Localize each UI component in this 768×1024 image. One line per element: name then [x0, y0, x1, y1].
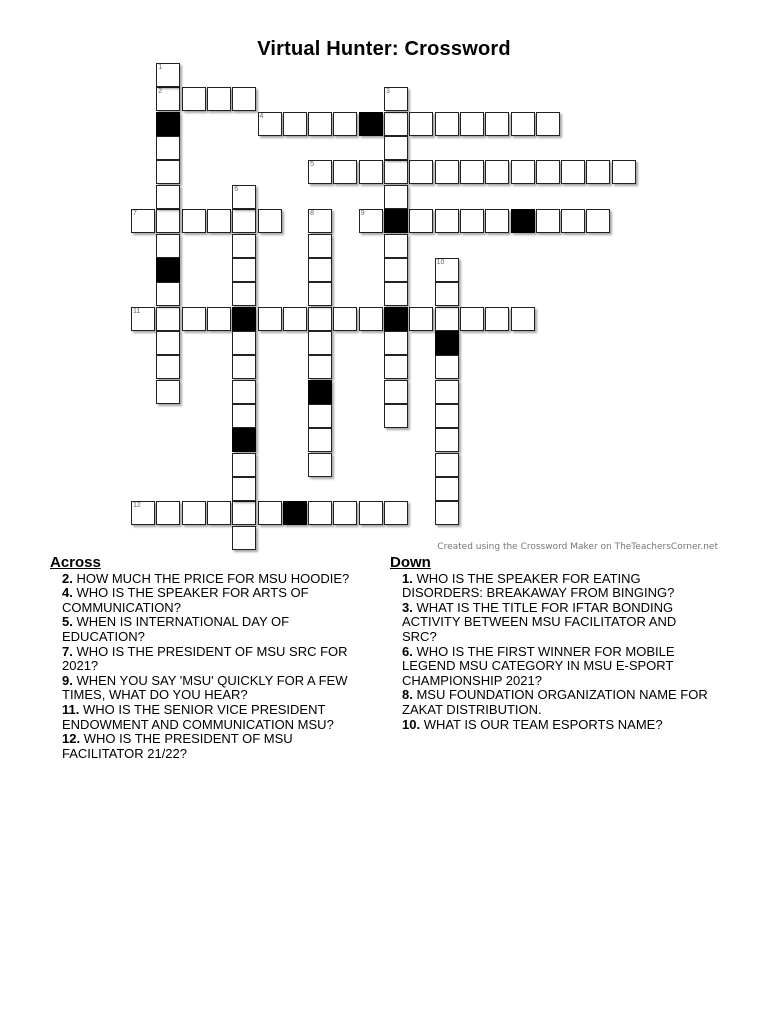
grid-cell-blocked [511, 209, 535, 233]
clue-number-label: 12 [133, 502, 141, 510]
clue-number: 1. [402, 570, 413, 586]
grid-cell[interactable] [511, 307, 535, 331]
grid-cell[interactable] [232, 234, 256, 258]
grid-cell-blocked [156, 258, 180, 282]
clue-item [62, 703, 370, 732]
clue-item [402, 572, 710, 601]
grid-cell[interactable] [359, 501, 383, 525]
grid-cell[interactable] [460, 209, 484, 233]
grid-cell[interactable] [384, 380, 408, 404]
grid-cell[interactable] [308, 234, 332, 258]
across-heading: Across [50, 554, 101, 571]
clue-number-label: 10 [436, 258, 445, 266]
grid-cell[interactable] [460, 112, 484, 136]
grid-cell[interactable] [435, 428, 459, 452]
grid-cell[interactable] [308, 501, 332, 525]
grid-cell[interactable] [232, 258, 256, 282]
grid-cell[interactable] [511, 112, 535, 136]
grid-cell[interactable] [409, 160, 433, 184]
grid-cell[interactable] [308, 112, 332, 136]
clue-number-label: 7 [133, 210, 137, 218]
clue-number: 3. [402, 599, 413, 615]
clue-number: 10. [402, 716, 421, 732]
clue-item [402, 688, 710, 717]
clue-number-label: 2 [158, 88, 163, 96]
grid-cell[interactable] [435, 404, 459, 428]
clue-number: 11. [62, 701, 80, 717]
grid-cell[interactable] [384, 234, 408, 258]
clue-text: WHO IS THE SPEAKER FOR ARTS OF COMMUNICATION? [62, 585, 309, 615]
page-title: Virtual Hunter: Crossword [257, 38, 511, 60]
clue-text: WHO IS THE SPEAKER FOR EATING DISORDERS: BREAKAWAY FROM BINGING? [402, 570, 675, 601]
grid-cell[interactable] [258, 501, 282, 525]
grid-cell[interactable] [232, 526, 256, 550]
grid-cell[interactable] [283, 112, 307, 136]
grid-cell-blocked [435, 331, 459, 355]
grid-cell[interactable] [156, 136, 180, 160]
grid-cell[interactable] [308, 355, 332, 379]
clue-number: 12. [62, 731, 81, 747]
grid-cell-blocked [359, 112, 383, 136]
grid-cell[interactable] [384, 501, 408, 525]
grid-cell[interactable] [283, 307, 307, 331]
grid-cell[interactable] [232, 282, 256, 306]
grid-cell[interactable] [384, 331, 408, 355]
grid-cell[interactable] [232, 380, 256, 404]
clue-number-label: 9 [360, 210, 365, 218]
grid-cell[interactable] [207, 87, 231, 111]
grid-cell[interactable] [384, 112, 408, 136]
clue-text: WHO IS THE PRESIDENT OF MSU FACILITATOR 21/22? [62, 731, 293, 761]
grid-cell[interactable] [435, 453, 459, 477]
grid-cell[interactable] [232, 404, 256, 428]
grid-cell[interactable] [156, 307, 180, 331]
grid-cell[interactable] [156, 234, 180, 258]
clue-number: 2. [62, 570, 73, 586]
grid-cell[interactable] [232, 331, 256, 355]
grid-cell[interactable] [435, 209, 459, 233]
grid-cell[interactable] [435, 477, 459, 501]
grid-cell[interactable] [409, 112, 433, 136]
grid-cell[interactable] [435, 112, 459, 136]
grid-cell[interactable] [460, 307, 484, 331]
grid-cell[interactable] [333, 112, 357, 136]
clue-text: WHAT IS THE TITLE FOR IFTAR BONDING ACTIVITY BETWEEN MSU FACILITATOR AND SRC? [402, 599, 677, 644]
grid-cell[interactable] [460, 160, 484, 184]
grid-cell[interactable] [232, 87, 256, 111]
clue-number: 6. [402, 643, 413, 659]
grid-cell[interactable] [384, 258, 408, 282]
clue-number-label: 6 [234, 185, 239, 193]
grid-cell[interactable] [435, 501, 459, 525]
down-clue-list [390, 572, 710, 733]
grid-cell[interactable] [333, 501, 357, 525]
grid-cell[interactable] [207, 209, 231, 233]
clue-number-label: 11 [133, 307, 141, 315]
across-clues [50, 556, 370, 761]
clue-number-label: 3 [386, 88, 390, 96]
grid-cell[interactable] [333, 160, 357, 184]
clue-number-label: 8 [310, 210, 314, 218]
grid-cell[interactable] [586, 160, 610, 184]
grid-cell[interactable] [207, 501, 231, 525]
grid-cell[interactable] [409, 209, 433, 233]
down-clues [390, 556, 710, 732]
grid-cell[interactable] [156, 331, 180, 355]
grid-cell[interactable] [258, 307, 282, 331]
grid-cell[interactable] [308, 453, 332, 477]
grid-cell[interactable] [384, 136, 408, 160]
grid-cell[interactable] [435, 160, 459, 184]
grid-cell[interactable] [485, 307, 509, 331]
clue-text: WHO IS THE PRESIDENT OF MSU SRC FOR 2021? [62, 643, 348, 674]
grid-cell[interactable] [536, 209, 560, 233]
grid-cell[interactable] [485, 112, 509, 136]
grid-cell[interactable] [182, 209, 206, 233]
grid-cell-blocked [232, 428, 256, 452]
grid-cell[interactable] [232, 501, 256, 525]
grid-cell[interactable] [182, 87, 206, 111]
grid-cell-blocked [308, 380, 332, 404]
grid-cell[interactable] [156, 355, 180, 379]
grid-cell[interactable] [359, 160, 383, 184]
clue-item [62, 572, 370, 587]
grid-cell[interactable] [561, 160, 585, 184]
grid-cell[interactable] [435, 307, 459, 331]
grid-cell[interactable] [511, 160, 535, 184]
grid-cell[interactable] [359, 307, 383, 331]
clue-text: HOW MUCH THE PRICE FOR MSU HOODIE? [72, 570, 350, 586]
clue-number: 8. [402, 687, 413, 703]
grid-cell[interactable] [485, 160, 509, 184]
grid-cell[interactable] [156, 185, 180, 209]
grid-cell[interactable] [156, 209, 180, 233]
grid-cell[interactable] [485, 209, 509, 233]
grid-cell[interactable] [586, 209, 610, 233]
clue-text: WHAT IS OUR TEAM ESPORTS NAME? [420, 716, 663, 732]
grid-cell-blocked [384, 209, 408, 233]
grid-cell-blocked [156, 112, 180, 136]
grid-cell[interactable] [435, 355, 459, 379]
grid-cell[interactable] [308, 282, 332, 306]
clue-text: WHEN IS INTERNATIONAL DAY OF EDUCATION? [62, 614, 290, 644]
clue-number: 5. [62, 614, 73, 630]
grid-cell[interactable] [612, 160, 636, 184]
grid-cell[interactable] [156, 501, 180, 525]
grid-cell[interactable] [384, 185, 408, 209]
grid-cell[interactable] [207, 307, 231, 331]
clue-item [402, 718, 710, 733]
grid-cell[interactable] [308, 307, 332, 331]
clue-number: 9. [62, 672, 73, 688]
grid-cell-blocked [232, 307, 256, 331]
grid-cell[interactable] [156, 160, 180, 184]
grid-cell[interactable] [232, 355, 256, 379]
grid-cell[interactable] [536, 112, 560, 136]
clue-number: 4. [62, 585, 73, 601]
down-heading: Down [390, 554, 431, 571]
clue-number-label: 4 [259, 112, 264, 120]
grid-cell[interactable] [561, 209, 585, 233]
clue-number-label: 1 [158, 64, 163, 71]
clue-item [402, 645, 710, 689]
clue-number: 7. [62, 643, 73, 659]
grid-cell[interactable] [182, 501, 206, 525]
grid-cell[interactable] [182, 307, 206, 331]
grid-cell[interactable] [156, 380, 180, 404]
clue-text: WHEN YOU SAY 'MSU' QUICKLY FOR A FEW TIMES, WHAT DO YOU HEAR? [62, 672, 348, 703]
grid-cell[interactable] [232, 209, 256, 233]
clue-text: WHO IS THE FIRST WINNER FOR MOBILE LEGEND MSU CATEGORY IN MSU E-SPORT CHAMPIONSHIP 2021? [402, 643, 675, 688]
grid-cell[interactable] [333, 307, 357, 331]
grid-cell[interactable] [258, 209, 282, 233]
grid-cell[interactable] [435, 282, 459, 306]
clue-item [62, 645, 370, 674]
grid-cell[interactable] [384, 160, 408, 184]
clue-item [62, 615, 370, 644]
clue-item [62, 732, 370, 761]
grid-cell[interactable] [308, 404, 332, 428]
grid-cell[interactable] [384, 404, 408, 428]
clue-text: WHO IS THE SENIOR VICE PRESIDENT ENDOWMENT AND COMMUNICATION MSU? [62, 701, 334, 732]
clue-number-label: 5 [310, 161, 314, 169]
grid-cell[interactable] [384, 355, 408, 379]
grid-cell[interactable] [156, 282, 180, 306]
grid-cell[interactable] [232, 477, 256, 501]
grid-cell[interactable] [536, 160, 560, 184]
grid-cell[interactable] [232, 453, 256, 477]
clue-item [62, 674, 370, 703]
grid-cell[interactable] [308, 428, 332, 452]
grid-cell[interactable] [308, 258, 332, 282]
grid-cell[interactable] [308, 331, 332, 355]
grid-cell-blocked [283, 501, 307, 525]
clue-text: MSU FOUNDATION ORGANIZATION NAME FOR ZAKAT DISTRIBUTION. [402, 687, 708, 717]
clue-item [62, 586, 370, 615]
across-clue-list [50, 572, 370, 762]
grid-cell[interactable] [384, 282, 408, 306]
grid-cell[interactable] [409, 307, 433, 331]
credit-line: Created using the Crossword Maker on TheTeachersCorner.net [437, 542, 718, 552]
clue-item [402, 601, 710, 645]
grid-cell-blocked [384, 307, 408, 331]
grid-cell[interactable] [435, 380, 459, 404]
